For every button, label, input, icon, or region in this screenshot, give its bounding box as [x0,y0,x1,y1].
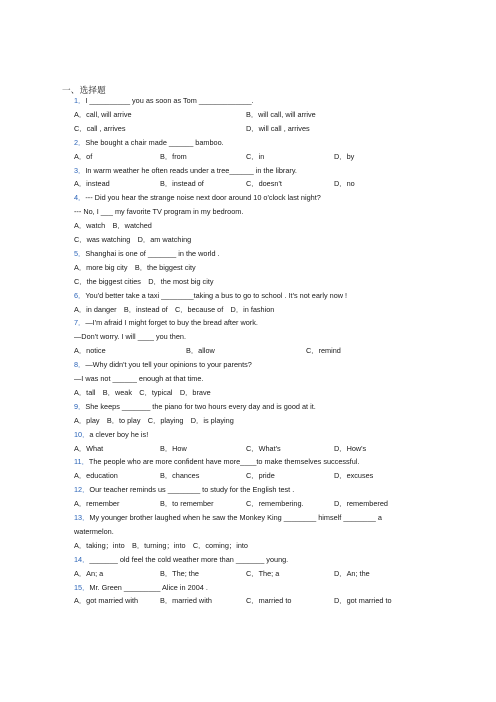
question-stem-continued: —I was not ______ enough at that time. [74,374,204,383]
answer-option[interactable]: A．taking；into B．turning；into C．coming；into [74,540,248,550]
question-stem: You'd better take a taxi ________taking a bus to go to school . It's not early now ! [85,290,348,300]
question-stem: In warm weather he often reads under a tree______ in the library. [85,165,297,175]
answer-option[interactable]: D．An; the [334,568,370,578]
question-number: 14． [74,554,90,564]
question-stem-continued: watermelon. [74,526,114,536]
question-text [74,513,382,522]
answer-option[interactable]: B．to remember [160,499,214,509]
question-stem-continued: --- No, I ___ my favorite TV program in my bedroom. [74,207,244,217]
answer-option[interactable]: C．married to [246,596,292,606]
answer-option[interactable]: B．married with [160,596,212,606]
answer-option[interactable]: D．How's [334,443,367,453]
question-stem: The people who are more confident have more____to make themselves successful. [88,457,360,467]
question-number: 1． [74,96,86,105]
question-number: 9． [74,401,86,411]
answer-option[interactable]: A．more big city B．the biggest city [74,262,196,272]
answer-option[interactable]: D．no [334,179,355,189]
answer-option[interactable]: A．play B．to play C．playing D．is playing [74,415,234,425]
answer-option[interactable]: B．instead of [160,179,204,189]
answer-option[interactable]: A．call, will arrive [74,109,132,119]
question-number: 7． [74,318,86,328]
question-text [74,402,316,411]
question-number: 6． [74,290,86,300]
question-stem: a clever boy he is! [89,429,149,439]
answer-option[interactable]: A．got married with [74,596,139,606]
question-text [74,360,252,369]
answer-option[interactable]: A．watch B．watched [74,221,152,231]
answer-option[interactable]: C．The; a [246,568,280,578]
answer-option[interactable]: C．remind [306,346,341,356]
question-stem: _______ old feel the cold weather more than _______ young. [89,554,289,564]
question-stem: Mr. Green _________ Alice in 2004 . [89,582,208,592]
answer-option[interactable]: D．got married to [334,596,392,606]
answer-option[interactable]: B．from [160,151,187,161]
question-text [74,166,297,175]
question-stem: —Why didn't you tell your opinions to your parents? [85,360,252,370]
question-text [74,249,220,258]
question-number: 3． [74,165,86,175]
answer-option[interactable]: C．call , arrives [74,123,126,133]
answer-option[interactable]: B．How [160,443,187,453]
question-stem: She bought a chair made ______ bamboo. [85,137,224,147]
answer-option[interactable]: B．The; the [160,568,199,578]
question-stem: She keeps _______ the piano for two hours every day and is good at it. [85,401,316,411]
answer-option[interactable]: A．in danger B．instead of C．because of D．in fashion [74,304,275,314]
question-stem: I __________ you as soon as Tom _____________. [85,96,254,105]
question-stem: My younger brother laughed when he saw the Monkey King ________ himself ________ a [89,513,382,522]
question-number: 8． [74,360,86,370]
question-text [74,457,359,466]
question-number: 13． [74,513,90,522]
question-text [74,96,254,105]
answer-option[interactable]: C．in [246,151,265,161]
question-stem: --- Did you hear the strange noise next door around 10 o'clock last night? [85,193,321,203]
question-text [74,485,294,494]
question-number: 2． [74,137,86,147]
answer-option[interactable]: A．What [74,443,104,453]
question-text [74,291,347,300]
question-stem: Shanghai is one of _______ in the world . [85,248,220,258]
answer-option[interactable]: C．What's [246,443,281,453]
answer-option[interactable]: D．remembered [334,499,388,509]
answer-option[interactable]: C．the biggest cities D．the most big city [74,276,214,286]
answer-option[interactable]: C．pride [246,471,275,481]
answer-option[interactable]: A．education [74,471,118,481]
question-text [74,318,258,327]
question-stem: —I'm afraid I might forget to buy the bread after work. [85,318,258,328]
question-text [74,583,208,592]
question-number: 4． [74,193,86,203]
answer-option[interactable]: C．was watching D．am watching [74,235,192,244]
question-text [74,193,321,202]
question-number: 11． [74,457,89,467]
answer-option[interactable]: A．of [74,151,93,161]
answer-option[interactable]: D．will call , arrives [246,123,310,133]
question-text [74,430,148,439]
answer-option[interactable]: B．will call, will arrive [246,109,316,119]
question-number: 10． [74,429,90,439]
question-number: 15． [74,582,90,592]
answer-option[interactable]: C．remembering. [246,499,304,509]
question-number: 12． [74,485,90,495]
question-stem: Our teacher reminds us ________ to study for the English test . [89,485,295,495]
question-text [74,138,224,147]
answer-option[interactable]: A．An; a [74,568,104,578]
answer-option[interactable]: D．excuses [334,471,374,481]
answer-option[interactable]: A．tall B．weak C．typical D．brave [74,387,211,397]
answer-option[interactable]: C．doesn't [246,179,282,189]
section-title: 一、选择题 [62,85,106,95]
answer-option[interactable]: B．chances [160,471,200,481]
question-number: 5． [74,248,86,258]
answer-option[interactable]: D．by [334,151,355,161]
question-stem-continued: —Don't worry. I will ____ you then. [74,332,186,342]
answer-option[interactable]: A．remember [74,499,120,509]
answer-option[interactable]: A．notice [74,346,106,356]
answer-option[interactable]: B．allow [186,346,215,356]
question-text [74,555,288,564]
answer-option[interactable]: A．instead [74,179,110,189]
